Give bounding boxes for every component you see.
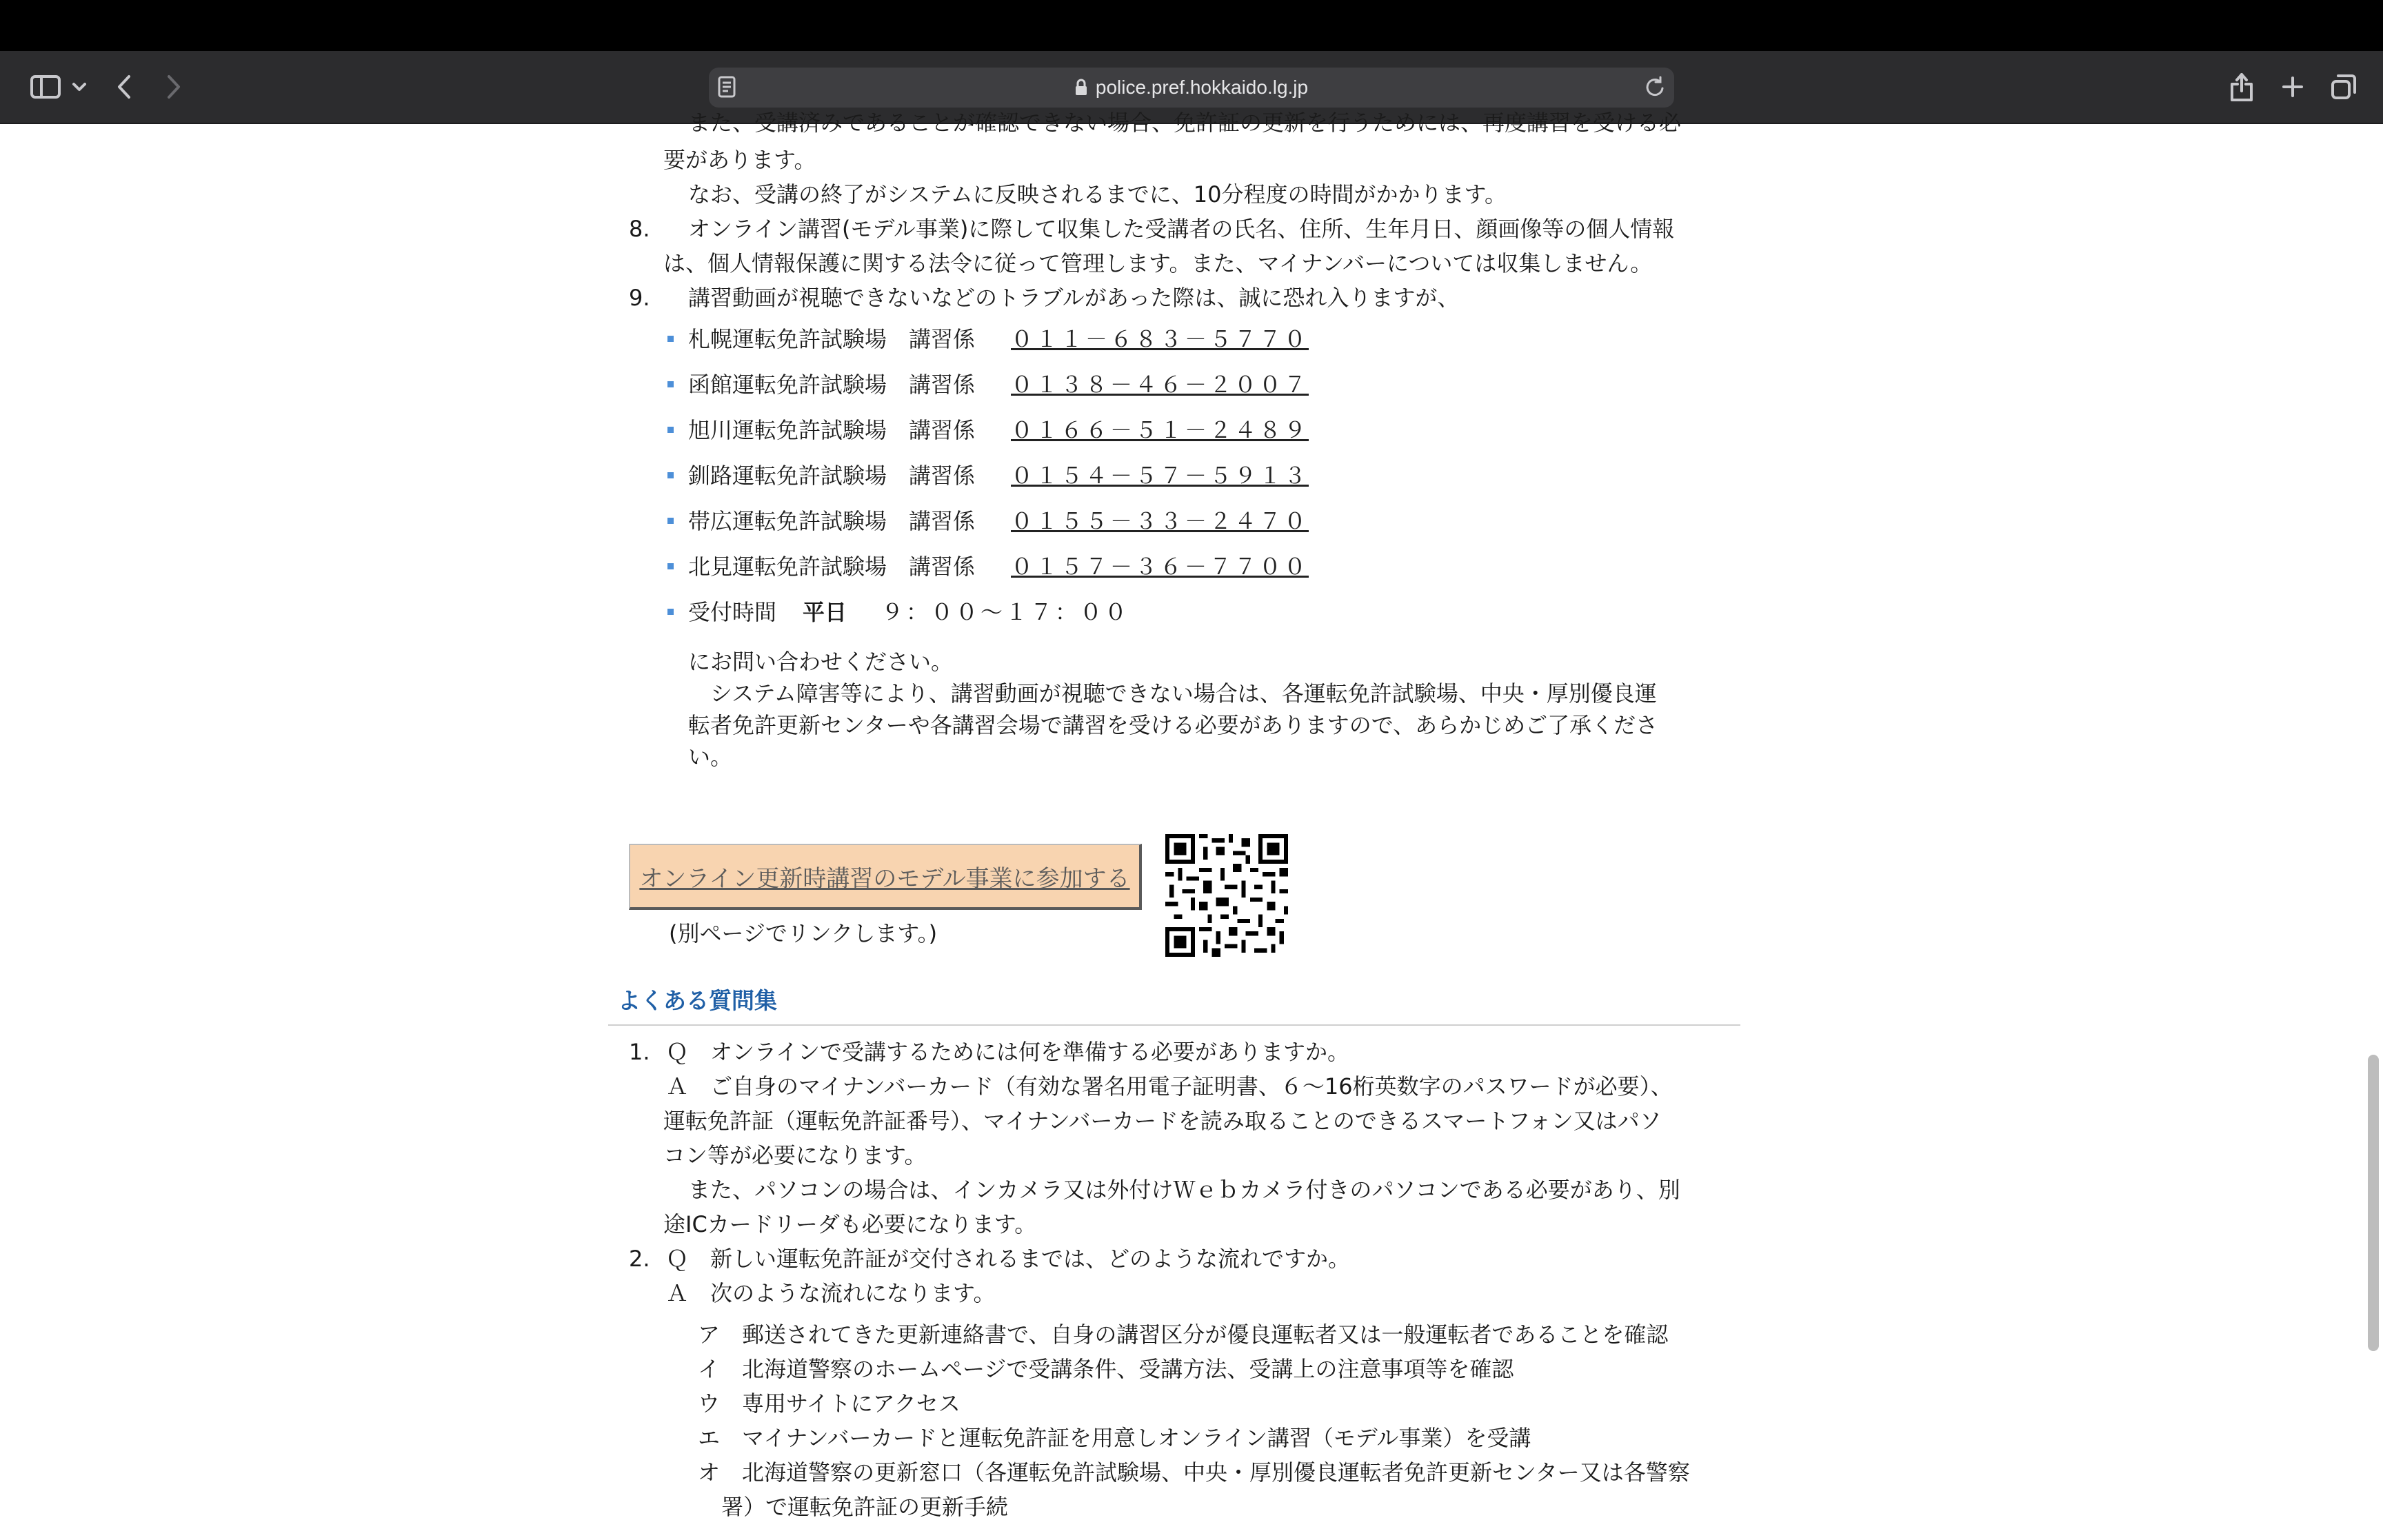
text-line: 講習動画が視聴できないなどのトラブルがあった際は、誠に恐れ入りますが、 xyxy=(688,285,1460,311)
faq-question: Ｑ オンラインで受講するためには何を準備する必要がありますか。 xyxy=(666,1039,1350,1065)
bullet-icon xyxy=(667,381,674,387)
faq-number: 2. xyxy=(629,1246,650,1272)
bullet-icon xyxy=(667,563,674,569)
new-tab-icon[interactable] xyxy=(2277,65,2309,109)
cta-note: (別ページでリンクします。) xyxy=(669,920,938,946)
contact-name: 北見運転免許試験場 講習係 xyxy=(688,554,976,580)
hours-time: ９：００～１７：００ xyxy=(881,599,1130,625)
divider xyxy=(608,1024,1740,1026)
list-number: 8. xyxy=(629,216,650,242)
url-text: police.pref.hokkaido.lg.jp xyxy=(1095,77,1309,98)
url-display xyxy=(709,68,1674,108)
faq-answer-line: Ａ 次のような流れになります。 xyxy=(666,1280,996,1306)
hours-day: 平日 xyxy=(803,599,847,625)
forward-icon[interactable] xyxy=(160,65,188,109)
text-line: は、個人情報保護に関する法令に従って管理します。また、マイナンバーについては収集しません。 xyxy=(663,250,1653,276)
contact-name: 札幌運転免許試験場 講習係 xyxy=(688,326,976,352)
menu-bar-strip xyxy=(0,0,2383,51)
faq-answer-line: Ａ ご自身のマイナンバーカード（有効な署名用電子証明書、６～16桁英数字のパスワードが必要）、 xyxy=(666,1073,1673,1100)
contact-tel-link[interactable]: ０１３８－４６－２００７ xyxy=(1011,372,1309,398)
text-line: システム障害等により、講習動画が視聴できない場合は、各運転免許試験場、中央・厚別優良運 xyxy=(710,680,1657,707)
list-number: 9. xyxy=(629,285,650,311)
bullet-icon xyxy=(667,336,674,342)
bullet-icon xyxy=(667,427,674,433)
bullet-icon xyxy=(667,518,674,524)
faq-answer-line: また、パソコンの場合は、インカメラ又は外付けＷｅｂカメラ付きのパソコンである必要があり、別 xyxy=(688,1177,1680,1203)
contact-name: 釧路運転免許試験場 講習係 xyxy=(688,463,976,489)
text-line: また、受講済みであることが確認できない場合、免許証の更新を行うためには、再度講習を受ける必 xyxy=(688,110,1682,136)
sidebar-toggle-icon[interactable] xyxy=(25,65,66,109)
reader-mode-icon[interactable] xyxy=(718,76,736,101)
faq-step: オ 北海道警察の更新窓口（各運転免許試験場、中央・厚別優良運転者免許更新センター又は各警察 xyxy=(698,1459,1690,1486)
text-line: にお問い合わせください。 xyxy=(688,649,954,675)
contact-name: 帯広運転免許試験場 講習係 xyxy=(688,508,976,534)
text-line: なお、受講の終了がシステムに反映されるまでに、10分程度の時間がかかります。 xyxy=(688,181,1507,207)
faq-step: 署）で運転免許証の更新手続 xyxy=(721,1494,1009,1520)
address-bar[interactable] xyxy=(709,68,1674,108)
text-line: 要があります。 xyxy=(663,147,816,173)
share-icon[interactable] xyxy=(2224,65,2259,109)
contact-tel-link[interactable]: ０１５７－３６－７７００ xyxy=(1011,554,1309,580)
tab-overview-icon[interactable] xyxy=(2326,65,2361,109)
contact-name: 函館運転免許試験場 講習係 xyxy=(688,372,976,398)
chevron-down-icon[interactable] xyxy=(68,65,91,109)
lock-icon xyxy=(1075,79,1087,96)
faq-number: 1. xyxy=(629,1039,650,1065)
text-line: 転者免許更新センターや各講習会場で講習を受ける必要がありますので、あらかじめご了承くださ xyxy=(688,712,1658,738)
web-page xyxy=(0,110,2383,1540)
hours-label: 受付時間 xyxy=(688,599,777,625)
contact-tel-link[interactable]: ０１１－６８３－５７７０ xyxy=(1011,326,1309,352)
text-line: い。 xyxy=(688,744,733,770)
join-model-project-button[interactable] xyxy=(629,844,1142,910)
faq-question: Ｑ 新しい運転免許証が交付されるまでは、どのような流れですか。 xyxy=(666,1246,1351,1272)
text-line: オンライン講習(モデル事業)に際して収集した受講者の氏名、住所、生年月日、顔画像等の個人情報 xyxy=(688,216,1675,242)
faq-step: エ マイナンバーカードと運転免許証を用意しオンライン講習（モデル事業）を受講 xyxy=(698,1425,1531,1451)
faq-step: ア 郵送されてきた更新連絡書で、自身の講習区分が優良運転者又は一般運転者であることを確認 xyxy=(698,1321,1669,1348)
faq-step: ウ 専用サイトにアクセス xyxy=(698,1390,961,1417)
contact-tel-link[interactable]: ０１５５－３３－２４７０ xyxy=(1011,508,1309,534)
faq-heading: よくある質問集 xyxy=(618,987,777,1014)
faq-answer-line: コン等が必要になります。 xyxy=(663,1142,927,1168)
bullet-icon xyxy=(667,609,674,615)
bullet-icon xyxy=(667,472,674,478)
faq-answer-line: 運転免許証（運転免許証番号）、マイナンバーカードを読み取ることのできるスマートフォン又はパソ xyxy=(663,1108,1662,1134)
back-icon[interactable] xyxy=(110,65,138,109)
qr-code-icon xyxy=(1165,834,1288,957)
reload-icon[interactable] xyxy=(1645,76,1666,101)
contact-tel-link[interactable]: ０１５４－５７－５９１３ xyxy=(1011,463,1309,489)
contact-tel-link[interactable]: ０１６６－５１－２４８９ xyxy=(1011,417,1309,443)
join-model-project-label: オンライン更新時講習のモデル事業に参加する xyxy=(639,864,1130,893)
faq-step: イ 北海道警察のホームページで受講条件、受講方法、受講上の注意事項等を確認 xyxy=(698,1356,1514,1382)
contact-name: 旭川運転免許試験場 講習係 xyxy=(688,417,976,443)
faq-answer-line: 途ICカードリーダも必要になります。 xyxy=(663,1211,1037,1237)
scrollbar-thumb[interactable] xyxy=(2368,1055,2379,1351)
